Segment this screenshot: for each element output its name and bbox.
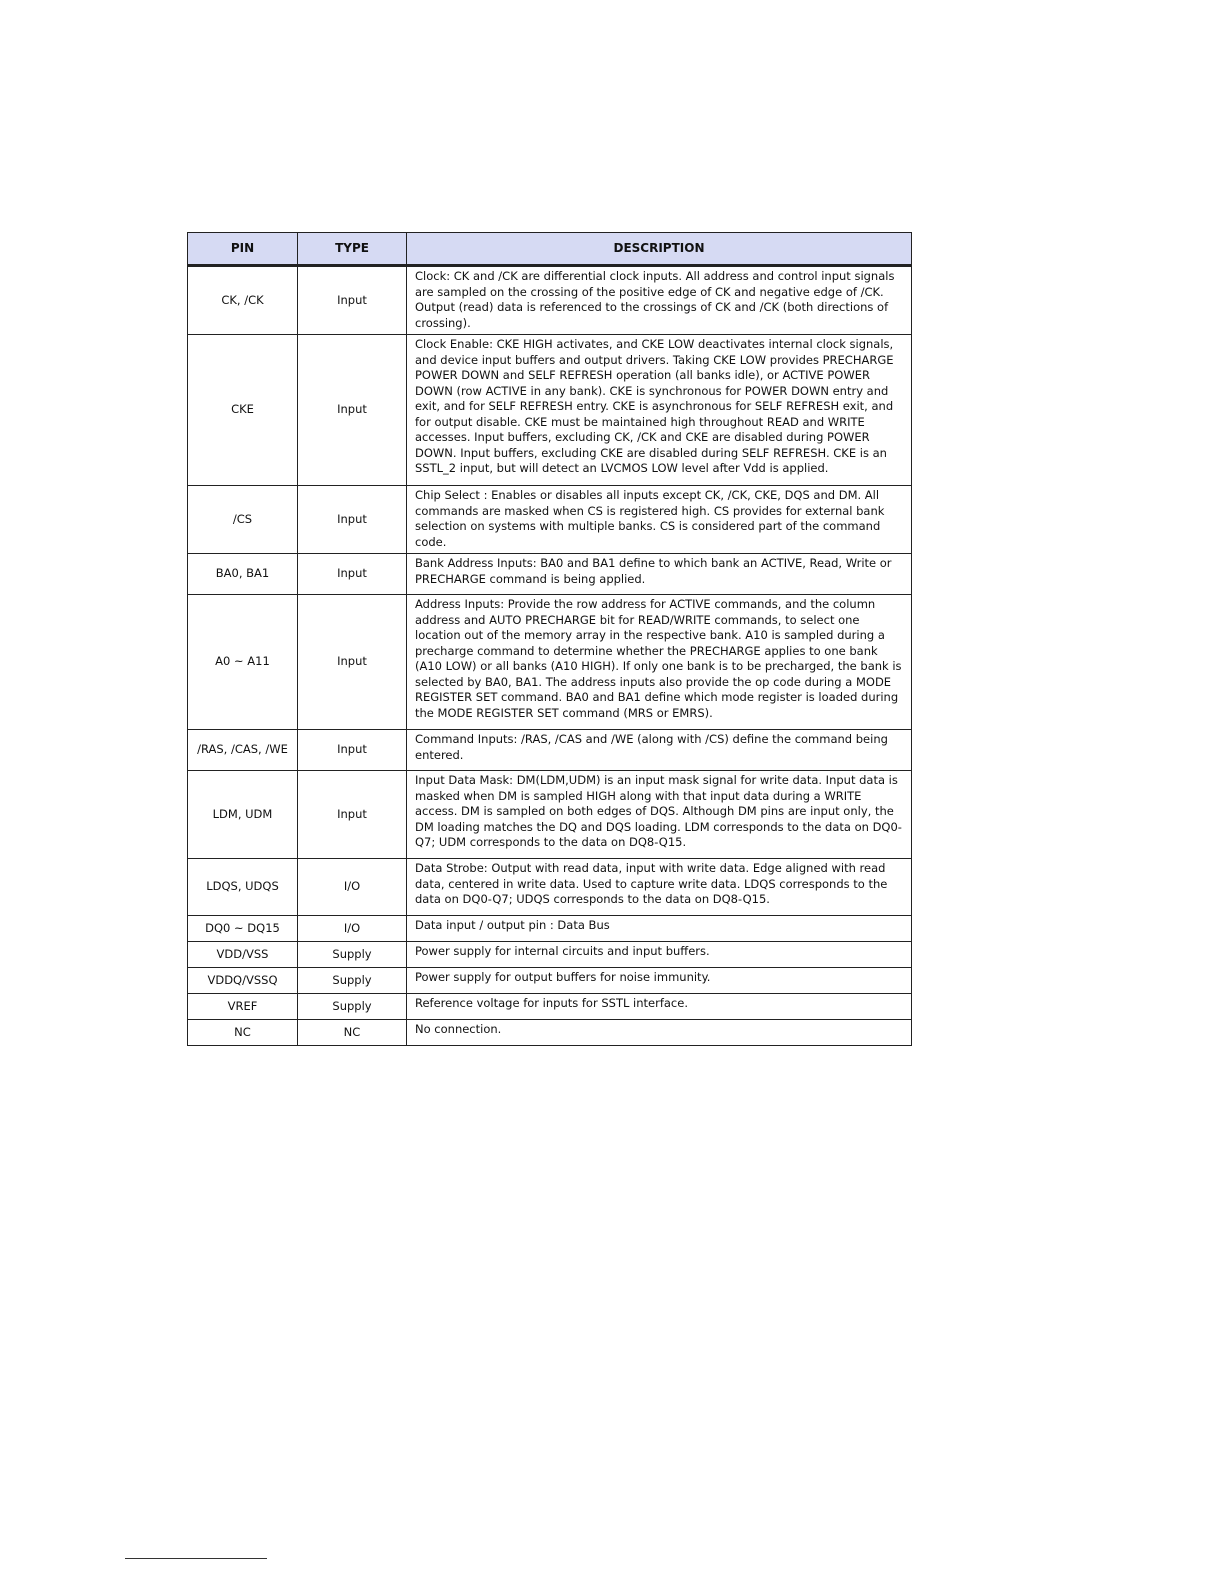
pin-cell: /CS [188,486,298,554]
description-cell: Input Data Mask: DM(LDM,UDM) is an input mask signal for write data. Input data is masked when DM is sampled HIGH along with that input data during a WRITE access. DM is sampled on both edges of DQS. Although DM pins are input only, the DM loading matches the DQ and DQS loading. LDM corresponds to the data on DQ0-Q7; UDM corresponds to the data on DQ8-Q15. [407,771,912,859]
footnote-separator [125,1558,267,1559]
table-row [188,266,912,335]
table-row [188,916,912,942]
pin-cell: A0 ~ A11 [188,595,298,730]
table-row [188,595,912,730]
table-row [188,1020,912,1046]
type-cell: Supply [298,994,407,1020]
description-cell: Power supply for output buffers for noise immunity. [407,968,912,994]
description-cell: Clock Enable: CKE HIGH activates, and CKE LOW deactivates internal clock signals, and device input buffers and output drivers. Taking CKE LOW provides PRECHARGE POWER DOWN and SELF REFRESH operation (all banks idle), or ACTIVE POWER DOWN (row ACTIVE in any bank). CKE is synchronous for POWER DOWN entry and exit, and for SELF REFRESH entry. CKE is asynchronous for SELF REFRESH exit, and for output disable. CKE must be maintained high throughout READ and WRITE accesses. Input buffers, excluding CK, /CK and CKE are disabled during POWER DOWN. Input buffers, excluding CKE are disabled during SELF REFRESH. CKE is an SSTL_2 input, but will detect an LVCMOS LOW level after Vdd is applied. [407,335,912,486]
table-row [188,771,912,859]
type-cell: Input [298,771,407,859]
description-cell: Chip Select : Enables or disables all inputs except CK, /CK, CKE, DQS and DM. All commands are masked when CS is registered high. CS provides for external bank selection on systems with multiple banks. CS is considered part of the command code. [407,486,912,554]
type-cell: I/O [298,916,407,942]
type-cell: Input [298,266,407,335]
type-cell: Supply [298,942,407,968]
pin-cell: NC [188,1020,298,1046]
type-cell: Input [298,486,407,554]
pin-cell: /RAS, /CAS, /WE [188,730,298,771]
table-row [188,859,912,916]
header-description: DESCRIPTION [407,233,912,266]
type-cell: Input [298,730,407,771]
table-row [188,994,912,1020]
pin-cell: LDQS, UDQS [188,859,298,916]
type-cell: Input [298,595,407,730]
description-cell: Bank Address Inputs: BA0 and BA1 define to which bank an ACTIVE, Read, Write or PRECHARGE command is being applied. [407,554,912,595]
table-row [188,730,912,771]
table-row [188,942,912,968]
pin-cell: CK, /CK [188,266,298,335]
table-header-row [188,233,912,266]
header-type: TYPE [298,233,407,266]
table-row [188,335,912,486]
type-cell: Input [298,554,407,595]
pin-cell: DQ0 ~ DQ15 [188,916,298,942]
pin-description-table [187,232,912,1046]
description-cell: Reference voltage for inputs for SSTL interface. [407,994,912,1020]
type-cell: NC [298,1020,407,1046]
description-cell: Power supply for internal circuits and input buffers. [407,942,912,968]
description-cell: Data input / output pin : Data Bus [407,916,912,942]
pin-cell: BA0, BA1 [188,554,298,595]
pin-cell: LDM, UDM [188,771,298,859]
description-cell: No connection. [407,1020,912,1046]
type-cell: Input [298,335,407,486]
table-row [188,554,912,595]
description-cell: Clock: CK and /CK are differential clock inputs. All address and control input signals are sampled on the crossing of the positive edge of CK and negative edge of /CK. Output (read) data is referenced to the crossings of CK and /CK (both directions of crossing). [407,266,912,335]
table-row [188,486,912,554]
pin-cell: CKE [188,335,298,486]
pin-cell: VREF [188,994,298,1020]
description-cell: Address Inputs: Provide the row address for ACTIVE commands, and the column address and AUTO PRECHARGE bit for READ/WRITE commands, to select one location out of the memory array in the respective bank. A10 is sampled during a precharge command to determine whether the PRECHARGE applies to one bank (A10 LOW) or all banks (A10 HIGH). If only one bank is to be precharged, the bank is selected by BA0, BA1. The address inputs also provide the op code during a MODE REGISTER SET command. BA0 and BA1 define which mode register is loaded during the MODE REGISTER SET command (MRS or EMRS). [407,595,912,730]
type-cell: I/O [298,859,407,916]
pin-cell: VDDQ/VSSQ [188,968,298,994]
description-cell: Command Inputs: /RAS, /CAS and /WE (along with /CS) define the command being entered. [407,730,912,771]
pin-cell: VDD/VSS [188,942,298,968]
header-pin: PIN [188,233,298,266]
type-cell: Supply [298,968,407,994]
table-row [188,968,912,994]
description-cell: Data Strobe: Output with read data, input with write data. Edge aligned with read data, centered in write data. Used to capture write data. LDQS corresponds to the data on DQ0-Q7; UDQS corresponds to the data on DQ8-Q15. [407,859,912,916]
